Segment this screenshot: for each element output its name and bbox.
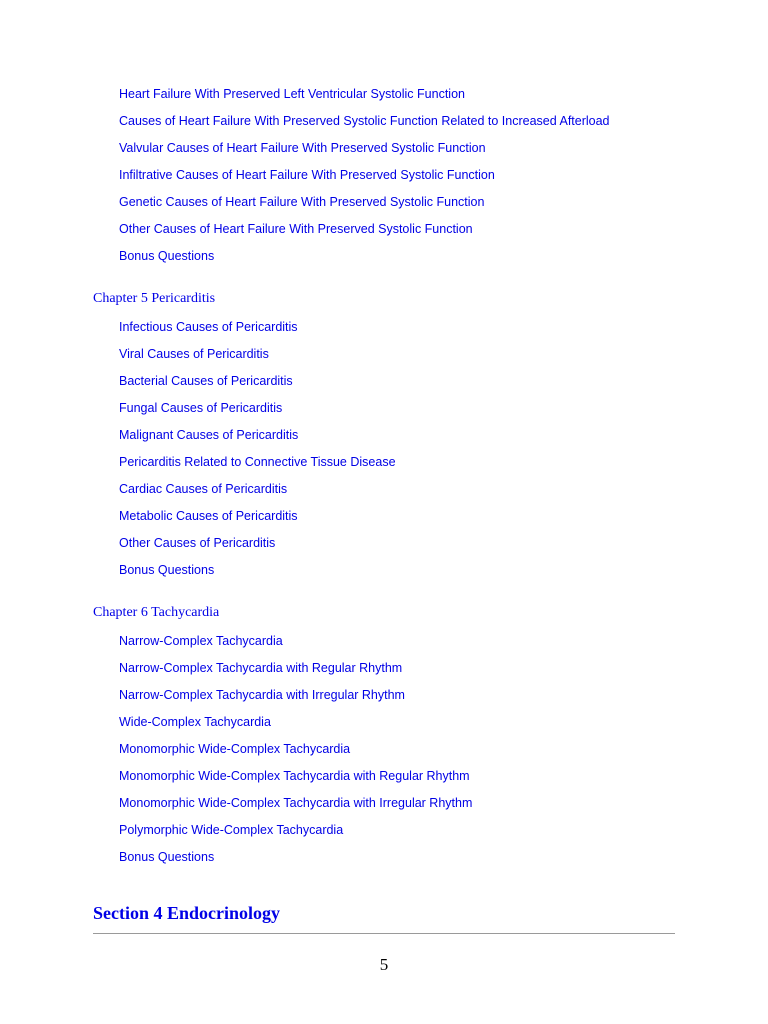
toc-link[interactable]: Other Causes of Heart Failure With Preserved Systolic Function xyxy=(119,222,473,236)
toc-link[interactable]: Viral Causes of Pericarditis xyxy=(119,347,269,361)
list-item xyxy=(119,220,610,247)
toc-link[interactable]: Wide-Complex Tachycardia xyxy=(119,715,271,729)
toc-link[interactable]: Heart Failure With Preserved Left Ventricular Systolic Function xyxy=(119,87,465,101)
list-item xyxy=(119,85,610,112)
toc-link[interactable]: Monomorphic Wide-Complex Tachycardia xyxy=(119,742,351,756)
toc-link[interactable]: Polymorphic Wide-Complex Tachycardia xyxy=(119,823,344,837)
list-item xyxy=(119,767,472,794)
toc-link[interactable]: Monomorphic Wide-Complex Tachycardia with Irregular Rhythm xyxy=(119,796,473,810)
list-item xyxy=(119,247,610,274)
list-item xyxy=(119,848,472,875)
toc-link[interactable]: Narrow-Complex Tachycardia with Irregular Rhythm xyxy=(119,688,405,702)
toc-link[interactable]: Metabolic Causes of Pericarditis xyxy=(119,509,298,523)
toc-link[interactable]: Narrow-Complex Tachycardia xyxy=(119,634,283,648)
toc-link[interactable]: Infectious Causes of Pericarditis xyxy=(119,320,298,334)
toc-link[interactable]: Narrow-Complex Tachycardia with Regular Rhythm xyxy=(119,661,403,675)
heart-failure-link-list xyxy=(119,85,610,274)
toc-link[interactable]: Bonus Questions xyxy=(119,563,215,577)
footer-divider xyxy=(93,933,675,934)
list-item xyxy=(119,399,396,426)
toc-link[interactable]: Bonus Questions xyxy=(119,249,215,263)
list-item xyxy=(119,426,396,453)
toc-link[interactable]: Genetic Causes of Heart Failure With Preserved Systolic Function xyxy=(119,195,485,209)
list-item xyxy=(119,659,472,686)
toc-link[interactable]: Monomorphic Wide-Complex Tachycardia with Regular Rhythm xyxy=(119,769,470,783)
list-item xyxy=(119,166,610,193)
list-item xyxy=(119,193,610,220)
list-item xyxy=(119,507,396,534)
toc-link[interactable]: Fungal Causes of Pericarditis xyxy=(119,401,283,415)
list-item xyxy=(119,794,472,821)
toc-link[interactable]: Valvular Causes of Heart Failure With Preserved Systolic Function xyxy=(119,141,486,155)
toc-link[interactable]: Cardiac Causes of Pericarditis xyxy=(119,482,288,496)
toc-link[interactable]: Infiltrative Causes of Heart Failure With Preserved Systolic Function xyxy=(119,168,495,182)
chapter-6-heading[interactable]: Chapter 6 Tachycardia xyxy=(93,605,220,620)
toc-link[interactable]: Pericarditis Related to Connective Tissue Disease xyxy=(119,455,396,469)
list-item xyxy=(119,453,396,480)
chapter-5-heading[interactable]: Chapter 5 Pericarditis xyxy=(93,291,216,306)
list-item xyxy=(119,686,472,713)
list-item xyxy=(119,534,396,561)
list-item xyxy=(119,480,396,507)
list-item xyxy=(119,821,472,848)
list-item xyxy=(119,345,396,372)
list-item xyxy=(119,740,472,767)
list-item xyxy=(119,318,396,345)
chapter-5-link-list xyxy=(119,318,396,588)
list-item xyxy=(119,713,472,740)
toc-link[interactable]: Bacterial Causes of Pericarditis xyxy=(119,374,293,388)
toc-link[interactable]: Malignant Causes of Pericarditis xyxy=(119,428,299,442)
chapter-6-link-list xyxy=(119,632,472,875)
toc-link[interactable]: Other Causes of Pericarditis xyxy=(119,536,276,550)
list-item xyxy=(119,561,396,588)
list-item xyxy=(119,632,472,659)
page-number: 5 xyxy=(379,955,389,974)
toc-link[interactable]: Causes of Heart Failure With Preserved Systolic Function Related to Increased Afterload xyxy=(119,114,610,128)
list-item xyxy=(119,139,610,166)
toc-link[interactable]: Bonus Questions xyxy=(119,850,215,864)
list-item xyxy=(119,372,396,399)
section-4-heading[interactable]: Section 4 Endocrinology xyxy=(93,903,281,923)
list-item xyxy=(119,112,610,139)
